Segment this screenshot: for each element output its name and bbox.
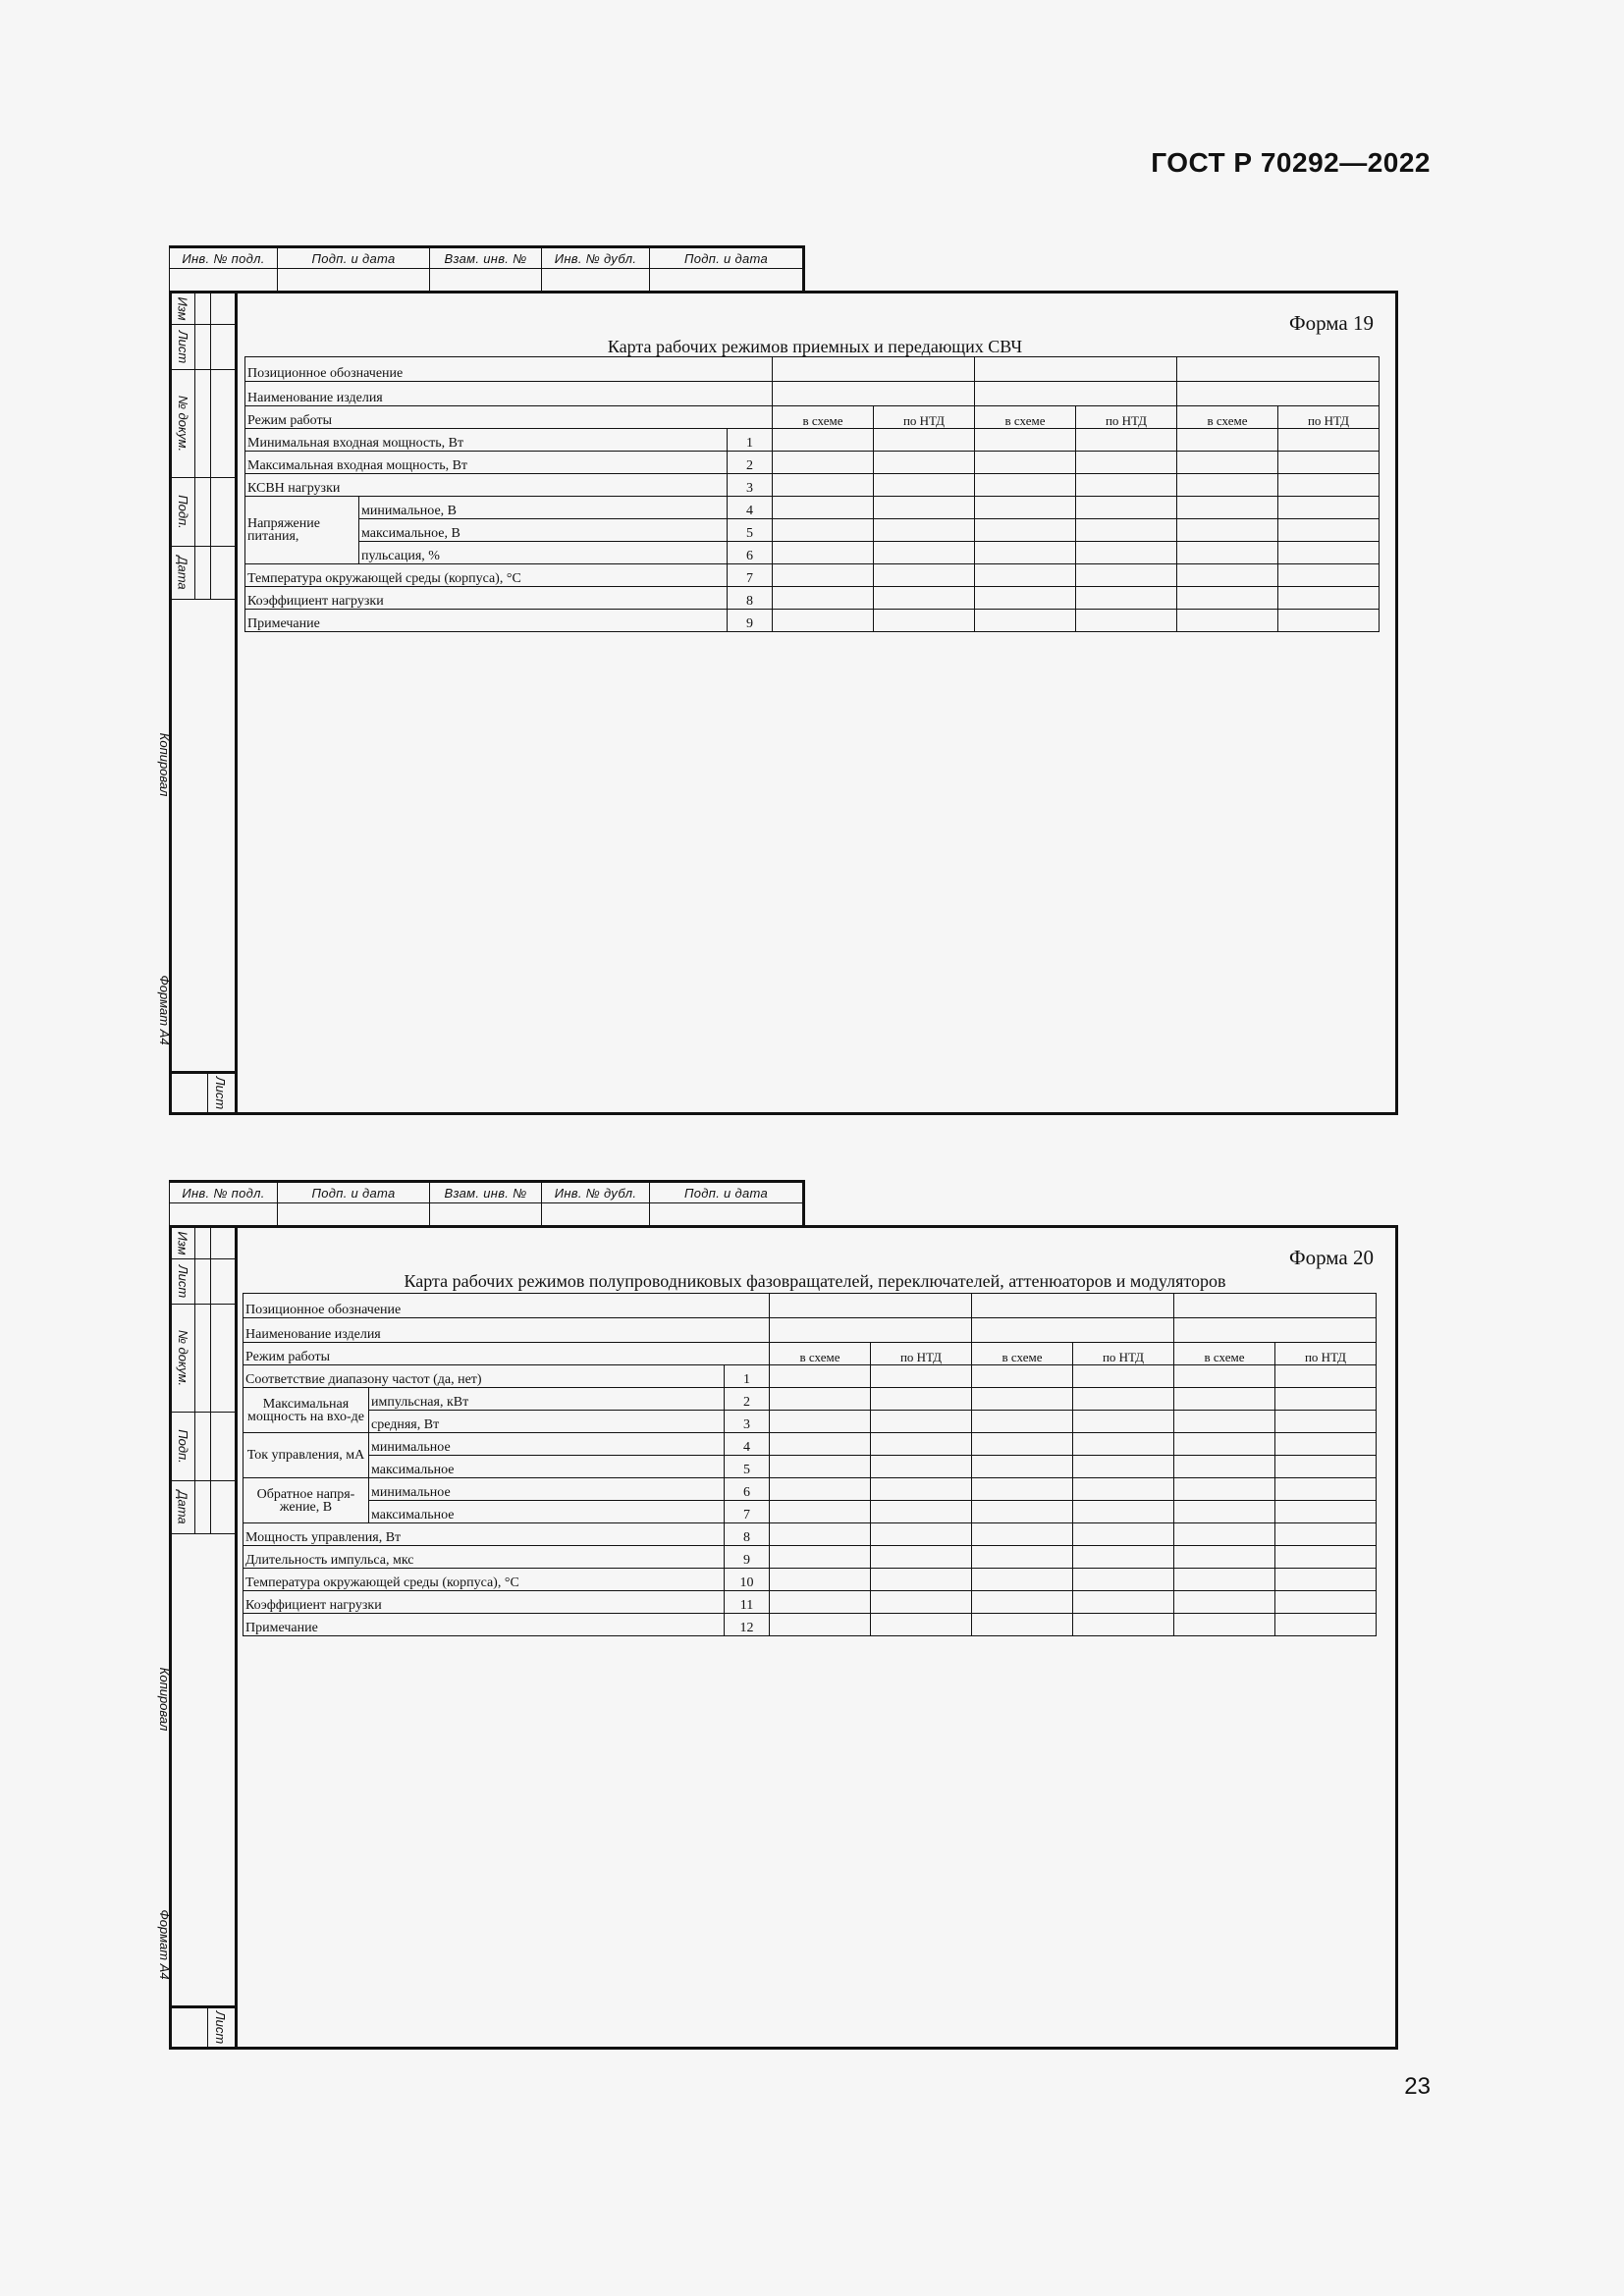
row-label: Температура окружающей среды (корпуса), °С <box>244 1569 725 1591</box>
row-label: средняя, Вт <box>369 1411 725 1433</box>
row-naim-izd: Наименование изделия <box>244 1318 770 1343</box>
top-stamp <box>169 245 805 292</box>
row-label: Минимальная входная мощность, Вт <box>245 429 728 452</box>
top-stamp <box>169 1180 805 1226</box>
row-number: 3 <box>725 1411 770 1433</box>
row-group: Ток управления, мА <box>244 1433 369 1478</box>
sub-col: по НТД <box>874 406 975 429</box>
stamp-data: Дата <box>176 1490 191 1524</box>
stamp-podp-data: Подп. и дата <box>278 247 430 269</box>
row-label: максимальное <box>369 1501 725 1523</box>
stamp-list: Лист <box>176 330 191 364</box>
row-poz-oboz: Позиционное обозначение <box>245 357 773 382</box>
row-number: 6 <box>725 1478 770 1501</box>
row-number: 8 <box>725 1523 770 1546</box>
row-group: Максимальная мощность на вхо-де <box>244 1388 369 1433</box>
form-label: Форма 19 <box>1289 311 1374 335</box>
doc-header: ГОСТ Р 70292—2022 <box>1151 147 1431 178</box>
stamp-n-dokum: № докум. <box>176 395 190 453</box>
row-label: импульсная, кВт <box>369 1388 725 1411</box>
stamp-vzam-inv: Взам. инв. № <box>430 247 542 269</box>
kopiroval-label: Копировал <box>157 1667 172 1732</box>
stamp-inv-podl: Инв. № подл. <box>170 1182 278 1203</box>
row-group: Напряжение питания, <box>245 497 359 564</box>
kopiroval-label: Копировал <box>157 732 172 797</box>
form-title: Карта рабочих режимов полупроводниковых фазовращателей, переключателей, аттенюаторов и модуляторов <box>404 1271 1226 1291</box>
sub-col: в схеме <box>1174 1343 1275 1365</box>
row-number: 1 <box>725 1365 770 1388</box>
row-label: КСВН нагрузки <box>245 474 728 497</box>
row-label: Коэффициент нагрузки <box>244 1591 725 1614</box>
stamp-inv-dubl: Инв. № дубл. <box>542 247 650 269</box>
format-label: Формат А4 <box>157 1909 172 1980</box>
row-number: 5 <box>725 1456 770 1478</box>
sub-col: в схеме <box>770 1343 871 1365</box>
row-label: Соответствие диапазону частот (да, нет) <box>244 1365 725 1388</box>
sub-col: по НТД <box>871 1343 972 1365</box>
stamp-data: Дата <box>176 556 191 590</box>
row-label: минимальное <box>369 1433 725 1456</box>
row-number: 10 <box>725 1569 770 1591</box>
stamp-inv-dubl: Инв. № дубл. <box>542 1182 650 1203</box>
form-frame <box>157 291 1398 1115</box>
left-stamp-strip <box>172 1228 238 2047</box>
row-group: Обратное напря-жение, В <box>244 1478 369 1523</box>
row-label: максимальное, В <box>359 519 728 542</box>
row-label: Примечание <box>245 610 728 632</box>
row-poz-oboz: Позиционное обозначение <box>244 1294 770 1318</box>
row-number: 12 <box>725 1614 770 1636</box>
stamp-podp-data-2: Подп. и дата <box>650 1182 804 1203</box>
stamp-podp: Подп. <box>176 1429 191 1464</box>
stamp-podp-data-2: Подп. и дата <box>650 247 804 269</box>
stamp-sheet: Лист <box>213 2010 229 2045</box>
stamp-n-dokum: № докум. <box>176 1329 190 1387</box>
sheet-cell <box>172 2005 235 2047</box>
row-label: Примечание <box>244 1614 725 1636</box>
row-rezhim: Режим работы <box>245 406 773 429</box>
row-number: 9 <box>725 1546 770 1569</box>
sub-col: в схеме <box>1177 406 1278 429</box>
row-number: 2 <box>728 452 773 474</box>
stamp-izm: Изм <box>176 1231 191 1255</box>
row-label: Максимальная входная мощность, Вт <box>245 452 728 474</box>
sheet-cell <box>172 1071 235 1112</box>
stamp-sheet: Лист <box>213 1076 229 1110</box>
row-naim-izd: Наименование изделия <box>245 382 773 406</box>
stamp-vzam-inv: Взам. инв. № <box>430 1182 542 1203</box>
row-number: 2 <box>725 1388 770 1411</box>
stamp-podp-data: Подп. и дата <box>278 1182 430 1203</box>
row-rezhim: Режим работы <box>244 1343 770 1365</box>
row-number: 8 <box>728 587 773 610</box>
row-number: 4 <box>725 1433 770 1456</box>
row-number: 4 <box>728 497 773 519</box>
sub-col: в схеме <box>975 406 1076 429</box>
sub-col: по НТД <box>1278 406 1380 429</box>
format-label: Формат А4 <box>157 975 172 1045</box>
stamp-izm: Изм <box>176 296 191 321</box>
row-label: пульсация, % <box>359 542 728 564</box>
sub-col: в схеме <box>773 406 874 429</box>
form-20-table <box>243 1293 1377 1636</box>
stamp-podp: Подп. <box>176 495 191 529</box>
form-19-table <box>244 356 1380 632</box>
sub-col: по НТД <box>1275 1343 1377 1365</box>
sub-col: по НТД <box>1076 406 1177 429</box>
row-number: 7 <box>728 564 773 587</box>
form-label: Форма 20 <box>1289 1246 1374 1269</box>
row-number: 11 <box>725 1591 770 1614</box>
row-number: 1 <box>728 429 773 452</box>
page-number: 23 <box>1404 2073 1431 2100</box>
row-label: Длительность импульса, мкс <box>244 1546 725 1569</box>
row-number: 5 <box>728 519 773 542</box>
row-label: Температура окружающей среды (корпуса), °С <box>245 564 728 587</box>
row-label: минимальное <box>369 1478 725 1501</box>
row-number: 7 <box>725 1501 770 1523</box>
row-label: максимальное <box>369 1456 725 1478</box>
row-label: минимальное, В <box>359 497 728 519</box>
form-20 <box>157 1180 1398 2049</box>
form-frame <box>157 1225 1398 2050</box>
row-label: Коэффициент нагрузки <box>245 587 728 610</box>
row-label: Мощность управления, Вт <box>244 1523 725 1546</box>
stamp-inv-podl: Инв. № подл. <box>170 247 278 269</box>
row-number: 6 <box>728 542 773 564</box>
sub-col: в схеме <box>972 1343 1073 1365</box>
stamp-list: Лист <box>176 1264 191 1299</box>
form-title: Карта рабочих режимов приемных и передающих СВЧ <box>607 337 1023 356</box>
form-19 <box>157 245 1398 1114</box>
sub-col: по НТД <box>1073 1343 1174 1365</box>
left-stamp-strip <box>172 294 238 1112</box>
row-number: 9 <box>728 610 773 632</box>
row-number: 3 <box>728 474 773 497</box>
